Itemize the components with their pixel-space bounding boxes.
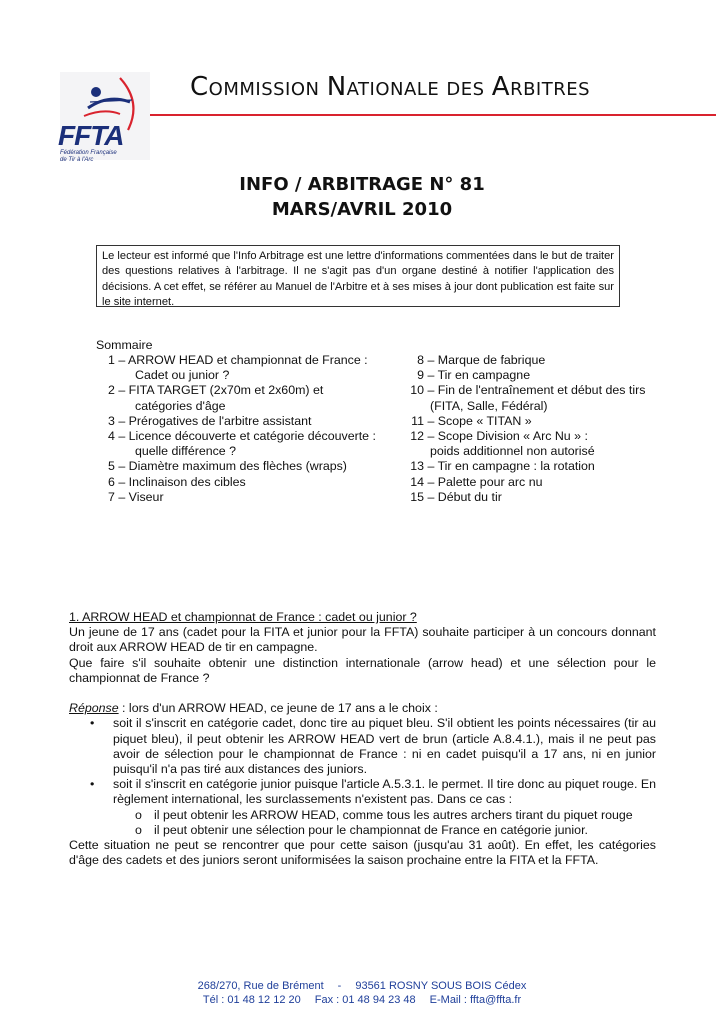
page-title: INFO / ARBITRAGE N° 81 [239,174,485,195]
toc-item: 6 – Inclinaison des cibles [108,474,246,489]
toc-item-cont: (FITA, Salle, Fédéral) [430,398,548,413]
toc-item: 11 – Scope « TITAN » [411,413,532,428]
toc-item: 8 – Marque de fabrique [417,353,546,367]
toc-item: 15 – Début du tir [410,489,502,504]
commission-heading: COMMISSION NATIONALE DES ARBITRES [190,72,591,102]
toc-item: 12 – Scope Division « Arc Nu » : [410,429,588,444]
toc-item: 9 – Tir en campagne [417,368,531,383]
reponse-line: Réponse : lors d'un ARROW HEAD, ce jeune de 17 ans a le choix : [69,701,438,716]
sub-list-item: o il peut obtenir les ARROW HEAD, comme tous les autres archers tirant du piquet rouge [135,807,633,822]
toc-item: 10 – Fin de l'entraînement et début des tirs [410,383,646,398]
toc-item-cont: quelle différence ? [135,444,237,459]
list-item: • soit il s'inscrit en catégorie cadet, donc tire au piquet bleu. S'il obtient les points nécessaires (tir au piquet bleu), il peut obtenir les ARROW HEAD vert de brun (article A.8.4.1.), mais il ne peut pas avoir de sélection pour le championnat de France : ni en cadet puisqu'il a 17 ans, ni en junior puisqu'il n'a pas tiré aux distances des juniors. [90,716,656,777]
section-paragraph: Que faire s'il souhaite obtenir une distinction internationale (arrow head) et une sélection pour le championnat de France ? [69,655,656,685]
toc-item: 13 – Tir en campagne : la rotation [410,459,595,474]
section-1 [69,610,656,868]
logo-sub-line-2: de Tir à l'Arc [60,157,94,163]
section-heading: 1. ARROW HEAD et championnat de France : cadet ou junior ? [69,610,417,624]
toc-left-column [108,353,398,505]
reponse-sublist [69,808,656,838]
reponse-label: Réponse [69,701,119,716]
toc-item: 4 – Licence découverte et catégorie découverte : [108,429,376,444]
sub-list-item: o il peut obtenir une sélection pour le championnat de France en catégorie junior. [135,822,588,837]
toc-item: 3 – Prérogatives de l'arbitre assistant [108,413,312,428]
toc-item: 7 – Viseur [108,489,164,504]
notice-box: Le lecteur est informé que l'Info Arbitrage est une lettre d'informations commentées dans le but de traiter des questions relatives à l'arbitrage. Il ne s'agit pas d'un organe destiné à notifier l'application des décisions. A cet effet, se référer au Manuel de l'Arbitre et à ses mises à jour dont publication est faite sur le site internet. [96,245,620,307]
page-subtitle: MARS/AVRIL 2010 [271,199,453,220]
toc-item: 14 – Palette pour arc nu [410,474,543,489]
toc-item: 2 – FITA TARGET (2x70m et 2x60m) et [108,383,324,398]
logo-wordmark [58,122,148,164]
logo-sub-line-1: Fédération Française [60,150,117,156]
logo-ffta-text: FFTA [58,120,124,151]
section-paragraph: Un jeune de 17 ans (cadet pour la FITA et junior pour la FFTA) souhaite participer à un concours donnant droit aux ARROW HEAD de tir en campagne. [69,625,656,655]
toc-item: 5 – Diamètre maximum des flèches (wraps) [108,459,347,474]
section-conclusion: Cette situation ne peut se rencontrer que pour cette saison (jusqu'au 31 août). En effet, les catégories d'âge des cadets et des juniors seront uniformisées la saison prochaine entre la FITA et la FFTA. [69,838,656,868]
footer-contact-line: Tél : 01 48 12 12 20 Fax : 01 48 94 23 48 E-Mail : ffta@ffta.fr [202,994,522,1006]
footer [0,979,724,1007]
toc-item-cont: poids additionnel non autorisé [430,444,595,459]
reponse-list [69,716,656,807]
footer-address-line: 268/270, Rue de Brément - 93561 ROSNY SOUS BOIS Cédex [197,980,527,992]
sommaire-title: Sommaire [96,338,153,352]
list-item: • soit il s'inscrit en catégorie junior puisque l'article A.5.3.1. le permet. Il tire donc au piquet rouge. En règlement international, les surclassements n'existent pas. Dans ce cas : [90,777,656,807]
toc-item-cont: catégories d'âge [135,398,226,413]
toc-right-column [398,353,698,505]
header-rule [150,114,716,116]
toc-item: 1 – ARROW HEAD et championnat de France : [108,353,368,367]
toc-item-cont: Cadet ou junior ? [135,368,230,383]
